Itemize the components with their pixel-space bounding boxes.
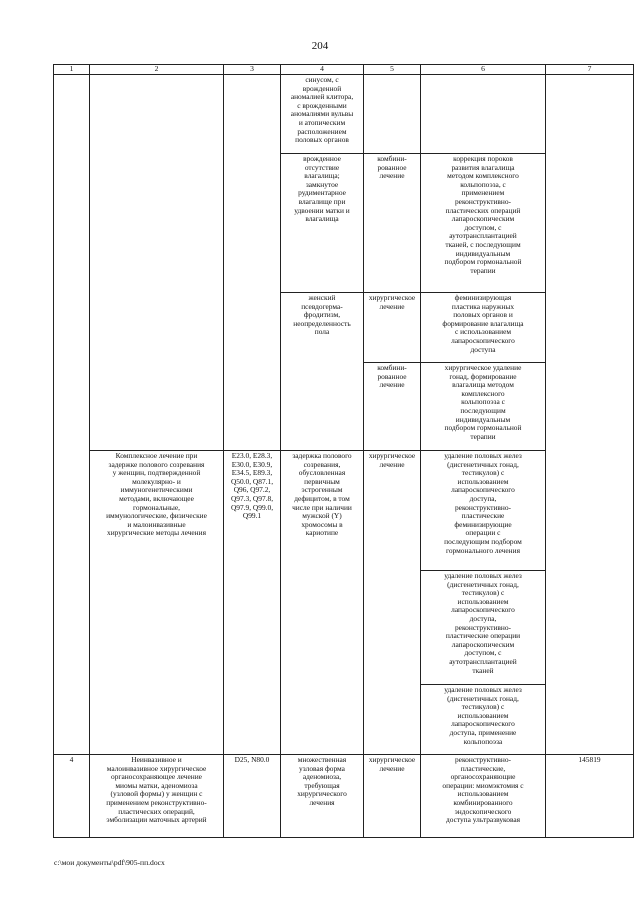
page-number: 204 bbox=[311, 40, 329, 52]
table-row bbox=[54, 755, 634, 838]
method-cell: коррекция пороков развития влагалища методом комплексного кольпопоэза, с применением реконструктивно- пластических операций лапароскопическим доступом, с аутотрансплантацией тканей, с последующим индивидуальным подбором гормональной терапии bbox=[421, 154, 546, 293]
icd-codes-cell bbox=[224, 75, 281, 451]
icd-codes-cell: E23.0, E28.3, E30.0, E30.9, E34.5, E89.3, Q50.0, Q87.1, Q96, Q97.2, Q97.3, Q97.8, Q97.9, Q99.0, Q99.1 bbox=[224, 451, 281, 755]
column-header: 1 bbox=[54, 65, 90, 75]
intervention-name-cell: Неинвазивное и малоинвазивное хирургическое органосохраняющее лечение миомы матки, аденомиоза (узловой формы) у женщин с применением реконструктивно- пластических операций, эмболизации маточных артерий bbox=[90, 755, 224, 838]
method-cell: хирургическое удаление гонад, формирование влагалища методом комплексного кольпопоэза с последующим индивидуальным подбором гормональной терапии bbox=[421, 363, 546, 451]
table-row bbox=[54, 75, 634, 154]
column-header: 4 bbox=[281, 65, 364, 75]
row-number-cell bbox=[54, 75, 90, 755]
condition-cell: женский псевдогерма- фродитизм, неопределенность пола bbox=[281, 293, 364, 451]
icd-codes-cell: D25, N80.0 bbox=[224, 755, 281, 838]
document-table bbox=[53, 64, 634, 838]
condition-cell: множественная узловая форма аденомиоза, требующая хирургического лечения bbox=[281, 755, 364, 838]
treatment-type-cell: хирургическое лечение bbox=[364, 755, 421, 838]
intervention-name-cell: Комплексное лечение при задержке полового созревания у женщин, подтвержденной молекулярно- и иммуногенетическими методами, включающее гормональные, иммунологические, физические и малоинвазивные хирургические методы лечения bbox=[90, 451, 224, 755]
condition-cell: врожденное отсутствие влагалища; замкнутое рудиментарное влагалище при удвоении матки и влагалища bbox=[281, 154, 364, 293]
treatment-type-cell: комбини- рованное лечение bbox=[364, 363, 421, 451]
column-header: 7 bbox=[546, 65, 634, 75]
method-cell: феминизирующая пластика наружных половых органов и формирование влагалища с использованием лапароскопического доступа bbox=[421, 293, 546, 363]
cost-cell bbox=[546, 75, 634, 755]
treatment-type-cell: хирургическое лечение bbox=[364, 451, 421, 755]
treatment-type-cell bbox=[364, 75, 421, 154]
column-header: 5 bbox=[364, 65, 421, 75]
column-number-row bbox=[54, 65, 634, 75]
cost-cell: 145819 bbox=[546, 755, 634, 838]
condition-cell: синусом, с врожденной аномалией клитора, с врожденными аномалиями вульвы и атопическим расположением половых органов bbox=[281, 75, 364, 154]
footer-file-path: c:\мои документы\pdf\905-пп.docx bbox=[54, 858, 165, 867]
method-cell: реконструктивно- пластические, органосохраняющие операции: миомэктомия с использованием комбинированного эндоскопического доступа ультразвуковая bbox=[421, 755, 546, 838]
column-header: 6 bbox=[421, 65, 546, 75]
intervention-name-cell bbox=[90, 75, 224, 451]
column-header: 3 bbox=[224, 65, 281, 75]
method-cell bbox=[421, 75, 546, 154]
method-cell: удаление половых желез (дисгенетичных гонад, тестикулов) с использованием лапароскопического доступа, применение кольпопоэза bbox=[421, 685, 546, 755]
method-cell: удаление половых желез (дисгенетичных гонад, тестикулов) с использованием лапароскопического доступа, реконструктивно- пластические операции лапароскопическим доступом, с аутотрансплантацией тканей bbox=[421, 571, 546, 685]
treatment-type-cell: хирургическое лечение bbox=[364, 293, 421, 363]
row-number-cell: 4 bbox=[54, 755, 90, 838]
column-header: 2 bbox=[90, 65, 224, 75]
condition-cell: задержка полового созревания, обусловленная первичным эстрогенным дефицитом, в том числе при наличии мужской (Y) хромосомы в кариотипе bbox=[281, 451, 364, 755]
treatment-type-cell: комбини- рованное лечение bbox=[364, 154, 421, 293]
method-cell: удаление половых желез (дисгенетичных гонад, тестикулов) с использованием лапароскопического доступа, реконструктивно- пластические феминизирующие операции с последующим подбором гормонального лечения bbox=[421, 451, 546, 571]
